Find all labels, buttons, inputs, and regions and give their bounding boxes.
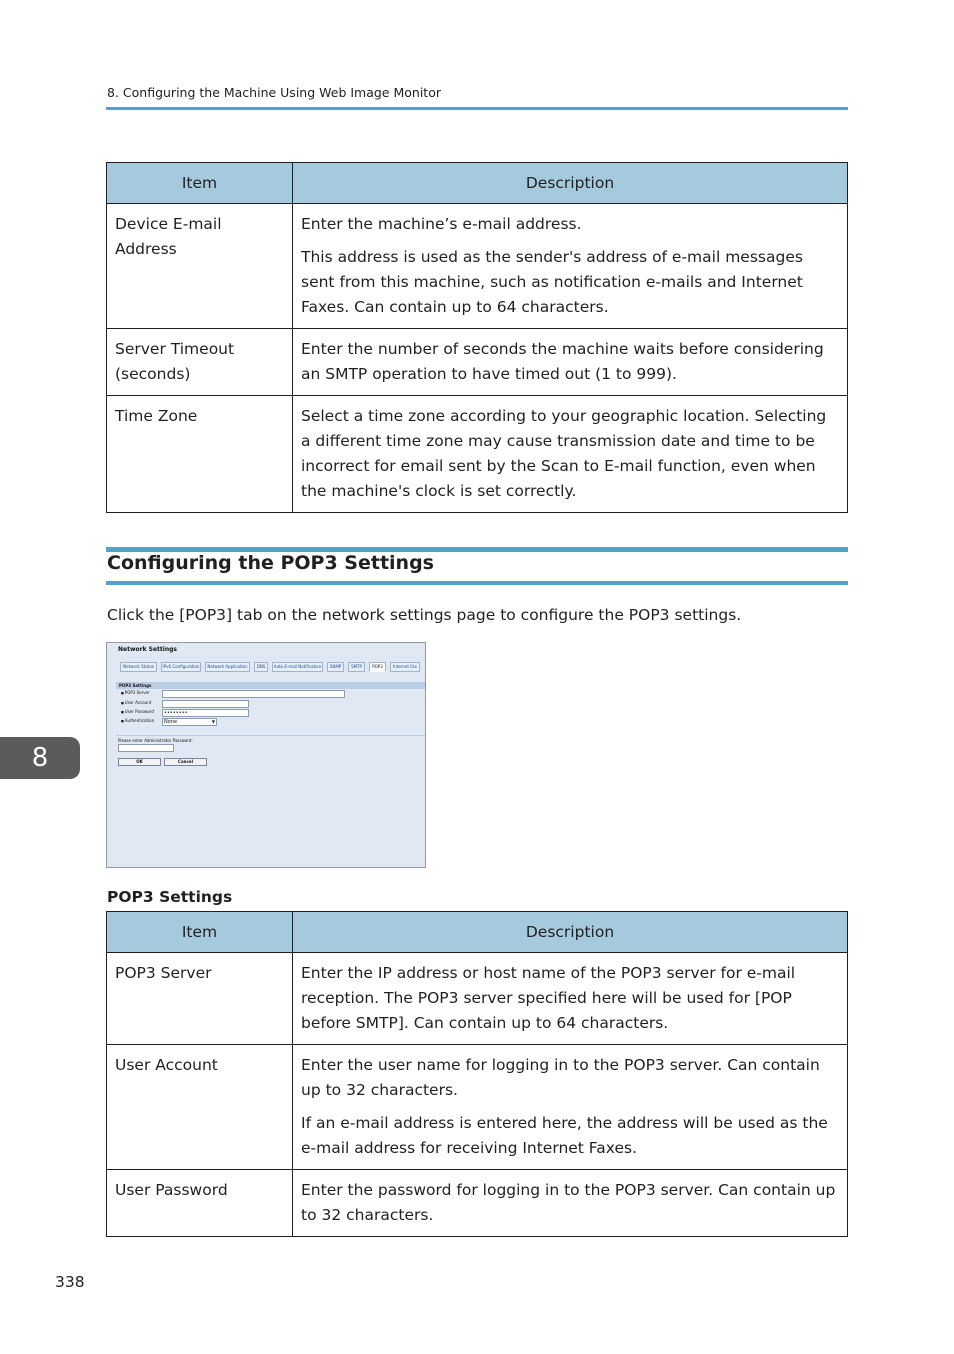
pop3-server-input[interactable]: [162, 690, 345, 698]
item-cell: Device E-mail Address: [107, 204, 293, 329]
tab-smtp[interactable]: SMTP: [348, 662, 365, 672]
pop3-settings-screenshot: [106, 642, 426, 868]
description-cell: [293, 1170, 848, 1237]
user-password-label: ■ User Password: [121, 709, 154, 714]
item-cell: Server Timeout (seconds): [107, 329, 293, 396]
column-header-description: Description: [293, 163, 848, 204]
section-heading: Configuring the POP3 Settings: [107, 552, 434, 574]
item-cell: User Password: [107, 1170, 293, 1237]
column-header-item: Item: [107, 163, 293, 204]
authentication-value: None: [164, 719, 178, 725]
screenshot-tab-bar: [120, 662, 420, 672]
admin-password-prompt: Please enter Administrator Password:: [118, 738, 193, 743]
item-cell: POP3 Server: [107, 953, 293, 1045]
authentication-label: ■ Authentication: [121, 718, 154, 723]
table-row: [107, 1045, 848, 1170]
chapter-number: 8: [31, 743, 49, 773]
admin-password-input[interactable]: [118, 744, 174, 752]
pop3-settings-band: POP3 Settings: [116, 682, 426, 689]
tab-auto-email-notification[interactable]: Auto E-mail Notification: [272, 662, 323, 672]
intro-paragraph: Click the [POP3] tab on the network settings page to configure the POP3 settings.: [107, 606, 742, 624]
description-cell: [293, 204, 848, 329]
chevron-down-icon: ▼: [211, 719, 215, 724]
description-text: Enter the machine’s e-mail address.: [301, 215, 582, 233]
header-rule: [106, 107, 848, 110]
description-cell: [293, 1045, 848, 1170]
table-header-row: [107, 912, 848, 953]
table-caption: POP3 Settings: [107, 888, 233, 906]
ok-button[interactable]: OK: [118, 758, 161, 766]
description-cell: [293, 953, 848, 1045]
tab-network-application[interactable]: Network Application: [205, 662, 250, 672]
smtp-settings-table: [106, 162, 848, 513]
cancel-button[interactable]: Cancel: [164, 758, 207, 766]
table-row: [107, 953, 848, 1045]
item-cell: User Account: [107, 1045, 293, 1170]
divider: [116, 735, 425, 736]
column-header-item: Item: [107, 912, 293, 953]
user-account-label: ■ User Account: [121, 700, 151, 705]
description-text: Select a time zone according to your geographic location. Selecting a different time zone may cause transmission date and time to be incorrect for email sent by the Scan to E-mail function, even when the machine's clock is set correctly.: [301, 407, 827, 500]
column-header-description: Description: [293, 912, 848, 953]
table-row: [107, 204, 848, 329]
tab-dns[interactable]: DNS: [254, 662, 268, 672]
user-account-input[interactable]: [162, 700, 249, 708]
pop3-settings-table: [106, 911, 848, 1237]
tab-snmp[interactable]: SNMP: [327, 662, 344, 672]
running-header: 8. Configuring the Machine Using Web Image Monitor: [107, 85, 441, 100]
authentication-select[interactable]: [162, 718, 217, 726]
tab-internet-fax[interactable]: Internet Fax: [390, 662, 420, 672]
description-text: Enter the IP address or host name of the POP3 server for e-mail reception. The POP3 server specified here will be used for [POP before SMTP]. Can contain up to 64 characters.: [301, 964, 796, 1032]
table-row: [107, 329, 848, 396]
section-rule-bottom: [106, 581, 848, 585]
user-password-input[interactable]: ••••••••: [162, 709, 249, 717]
page-number: 338: [55, 1273, 85, 1291]
table-row: [107, 396, 848, 513]
description-text: This address is used as the sender's address of e-mail messages sent from this machine, such as notification e-mails and Internet Faxes. Can contain up to 64 characters.: [301, 248, 803, 316]
table-header-row: [107, 163, 848, 204]
description-cell: [293, 329, 848, 396]
chapter-tab: [0, 737, 80, 779]
description-text: Enter the password for logging in to the POP3 server. Can contain up to 32 characters.: [301, 1181, 836, 1224]
description-cell: [293, 396, 848, 513]
item-cell: Time Zone: [107, 396, 293, 513]
description-text: Enter the number of seconds the machine waits before considering an SMTP operation to have timed out (1 to 999).: [301, 340, 824, 383]
table-row: [107, 1170, 848, 1237]
tab-network-status[interactable]: Network Status: [120, 662, 157, 672]
pop3-server-label: ■ POP3 Server: [121, 690, 150, 695]
tab-ipv6-configuration[interactable]: IPv6 Configuration: [161, 662, 201, 672]
screenshot-title: Network Settings: [118, 646, 177, 653]
description-text: If an e-mail address is entered here, the address will be used as the e-mail address for receiving Internet Faxes.: [301, 1114, 828, 1157]
tab-pop3[interactable]: POP3: [369, 662, 386, 672]
description-text: Enter the user name for logging in to the POP3 server. Can contain up to 32 characters.: [301, 1056, 820, 1099]
